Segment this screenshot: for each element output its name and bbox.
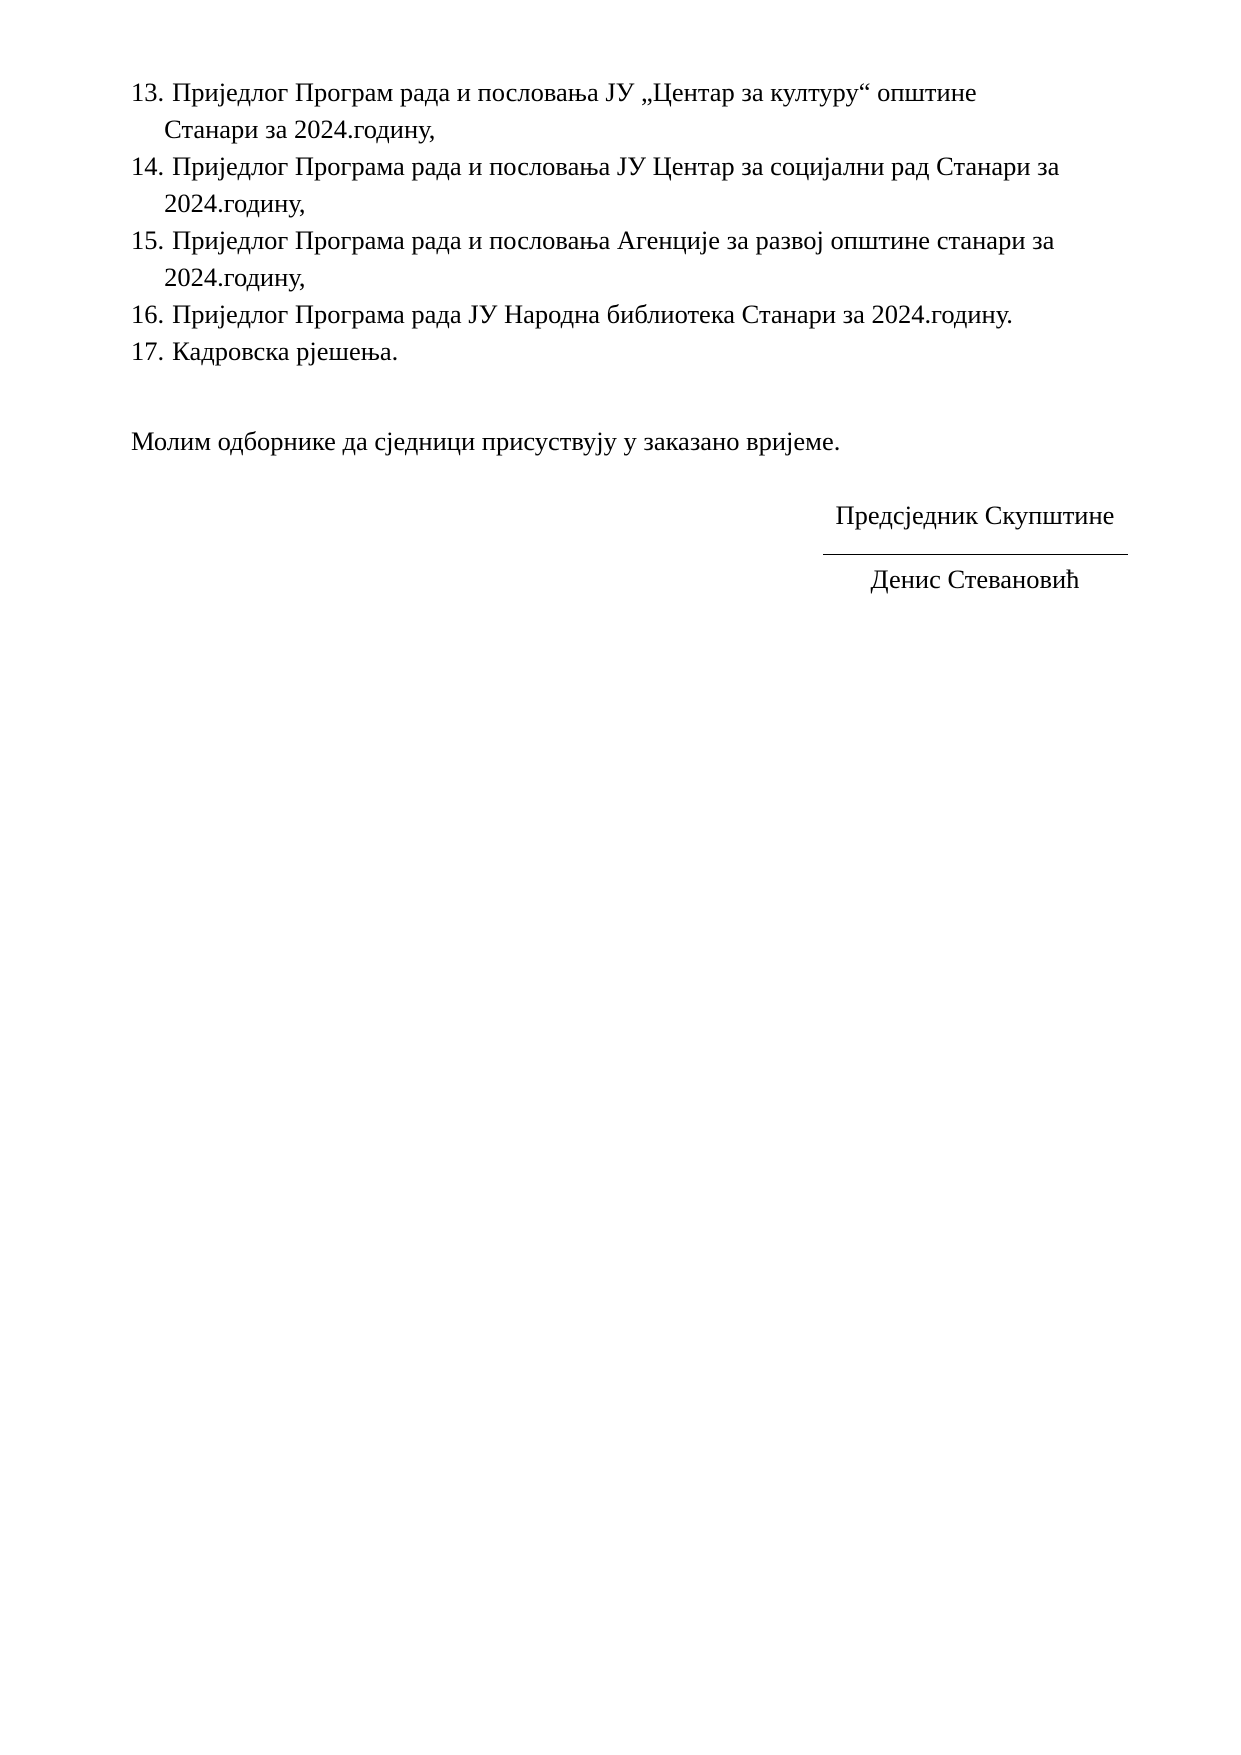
agenda-item-number: 15. [131,225,165,255]
agenda-item-number: 16. [131,299,165,329]
agenda-item-text: Кадровска рјешења. [172,336,399,366]
agenda-item-line-continuation: Станари за 2024.годину, [164,114,436,144]
agenda-item-number: 14. [131,151,165,181]
agenda-item-number: 13. [131,77,165,107]
agenda-item-13 [131,74,1161,148]
agenda-item-16 [131,296,1161,333]
agenda-item-line: Приједлог Програма рада и пословања Агенције за развој општине станари за [172,225,1055,255]
agenda-item-line-continuation: 2024.годину, [164,188,306,218]
agenda-item-15 [131,222,1161,296]
signatory-name: Денис Стевановић [870,564,1080,594]
agenda-item-text [164,74,1161,148]
agenda-item-number: 17. [131,336,165,366]
agenda-item-text [164,148,1161,222]
agenda-item-line: Приједлог Програм рада и пословања ЈУ „Центар за културу“ општине [172,77,977,107]
agenda-item-14 [131,148,1161,222]
agenda-item-17 [131,333,1161,370]
signature-line [823,554,1128,555]
signature-title: Предсједник Скупштине [835,500,1115,530]
agenda-item-text: Приједлог Програма рада ЈУ Народна библиотека Станари за 2024.годину. [172,299,1013,329]
agenda-item-line: Приједлог Програма рада и пословања ЈУ Центар за социјални рад Станари за [172,151,1060,181]
closing-request-text: Молим одборнике да сједници присуствују у заказано вријеме. [131,426,841,456]
agenda-item-text [164,222,1161,296]
agenda-item-line-continuation: 2024.годину, [164,262,306,292]
signature-block [820,497,1130,598]
agenda-list [131,74,1161,370]
